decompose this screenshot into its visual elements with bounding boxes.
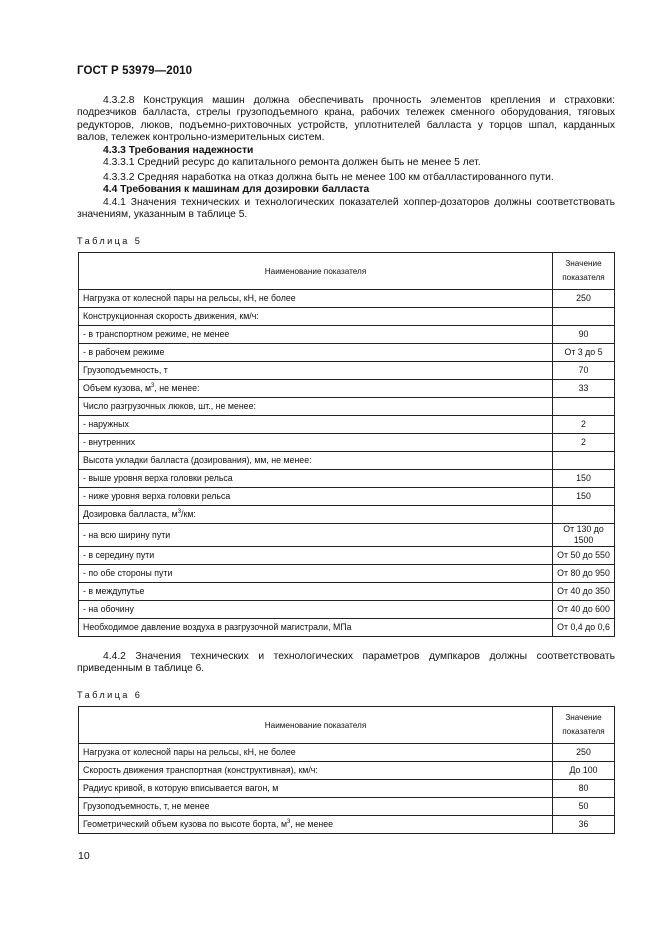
table-row	[79, 488, 615, 506]
row-value-cell: 250	[553, 290, 615, 308]
row-value-cell	[553, 398, 615, 416]
row-value-cell: От 40 до 600	[553, 601, 615, 619]
row-name-cell: Скорость движения транспортная (конструктивная), км/ч:	[79, 762, 553, 780]
row-name-cell: - по обе стороны пути	[79, 565, 553, 583]
table-row	[79, 583, 615, 601]
row-name-cell: - на всю ширину пути	[79, 524, 553, 547]
table-5	[78, 252, 615, 637]
row-name-cell: Высота укладки балласта (дозирования), мм, не менее:	[79, 452, 553, 470]
paragraph-4-4-2: 4.4.2 Значения технических и технологических параметров думпкаров должны соответствовать приведенным в таблице 6.	[77, 651, 615, 675]
table-row	[79, 398, 615, 416]
paragraph-4-3-3-1: 4.3.3.1 Средний ресурс до капитального ремонта должен быть не менее 5 лет.	[103, 157, 481, 168]
row-name-cell: - внутренних	[79, 434, 553, 452]
row-name-cell: Дозировка балласта, $м^3/км$:	[79, 506, 553, 524]
row-value-cell	[553, 308, 615, 326]
row-value-cell: До 100	[553, 762, 615, 780]
row-value-cell: 33	[553, 380, 615, 398]
row-name-cell: Конструкционная скорость движения, км/ч:	[79, 308, 553, 326]
row-value-cell: 50	[553, 798, 615, 816]
table-row	[79, 524, 615, 547]
row-value-cell: 2	[553, 434, 615, 452]
row-value-cell	[553, 506, 615, 524]
table6-header-name: Наименование показателя	[79, 707, 553, 744]
table-row	[79, 416, 615, 434]
row-value-cell: От 3 до 5	[553, 344, 615, 362]
row-name-cell: - в междупутье	[79, 583, 553, 601]
document-header: ГОСТ Р 53979—2010	[77, 65, 193, 77]
row-name-cell: Нагрузка от колесной пары на рельсы, кН, не более	[79, 290, 553, 308]
table-row	[79, 326, 615, 344]
table-row	[79, 452, 615, 470]
row-name-cell: Радиус кривой, в которую вписывается вагон, м	[79, 780, 553, 798]
heading-4-3-3: 4.3.3 Требования надежности	[103, 145, 254, 156]
table-row	[79, 362, 615, 380]
table-row	[79, 601, 615, 619]
row-value-cell: 250	[553, 744, 615, 762]
table-row	[79, 762, 615, 780]
paragraph-4-3-2-8: 4.3.2.8 Конструкция машин должна обеспечивать прочность элементов крепления и страховки: подрезчиков балласта, стрелы грузоподъемного крана, рабочих тележек сменного оборудования, тяговых редукторов, люков, подъемно-рихтовочных устройств, уплотнителей балласта у торцов шпал, карданных валов, тележек контрольно-измерительных систем.	[77, 95, 615, 144]
table-row	[79, 780, 615, 798]
table-row	[79, 816, 615, 834]
table-row	[79, 744, 615, 762]
row-value-cell: 150	[553, 488, 615, 506]
row-value-cell: От 0,4 до 0,6	[553, 619, 615, 637]
row-name-cell: Грузоподъемность, т, не менее	[79, 798, 553, 816]
table5-caption: Таблица 5	[77, 236, 143, 246]
row-name-cell: Число разгрузочных люков, шт., не менее:	[79, 398, 553, 416]
table-row	[79, 506, 615, 524]
row-value-cell: От 80 до 950	[553, 565, 615, 583]
row-name-cell: - в середину пути	[79, 547, 553, 565]
paragraph-4-3-3-2: 4.3.3.2 Средняя наработка на отказ должна быть не менее 100 км отбалластированного пути.	[103, 172, 554, 183]
heading-4-4: 4.4 Требования к машинам для дозировки балласта	[103, 184, 370, 195]
table5-header-name: Наименование показателя	[79, 253, 553, 290]
table-row	[79, 308, 615, 326]
table-row	[79, 290, 615, 308]
row-name-cell: Грузоподъемность, т	[79, 362, 553, 380]
row-value-cell: От 130 до 1500	[553, 524, 615, 547]
row-value-cell: От 40 до 350	[553, 583, 615, 601]
table5-header-value: Значение показателя	[553, 253, 615, 290]
row-value-cell: 2	[553, 416, 615, 434]
table-row	[79, 798, 615, 816]
page-number: 10	[78, 850, 90, 862]
table-row	[79, 619, 615, 637]
table-row	[79, 434, 615, 452]
row-name-cell: - в рабочем режиме	[79, 344, 553, 362]
row-name-cell: Необходимое давление воздуха в разгрузочной магистрали, МПа	[79, 619, 553, 637]
table-row	[79, 470, 615, 488]
row-value-cell: 36	[553, 816, 615, 834]
table-row	[79, 380, 615, 398]
table-row	[79, 547, 615, 565]
row-name-cell: - ниже уровня верха головки рельса	[79, 488, 553, 506]
row-value-cell: От 50 до 550	[553, 547, 615, 565]
row-name-cell: - на обочину	[79, 601, 553, 619]
row-name-cell: Объем кузова, $м^3$, не менее:	[79, 380, 553, 398]
row-name-cell: - в транспортном режиме, не менее	[79, 326, 553, 344]
table-row	[79, 565, 615, 583]
row-value-cell: 70	[553, 362, 615, 380]
row-value-cell: 80	[553, 780, 615, 798]
table6-header-value: Значение показателя	[553, 707, 615, 744]
paragraph-4-4-1: 4.4.1 Значения технических и технологических показателей хоппер-дозаторов должны соответствовать значениям, указанным в таблице 5.	[77, 197, 615, 221]
table6-caption: Таблица 6	[77, 690, 143, 700]
row-name-cell: Нагрузка от колесной пары на рельсы, кН, не более	[79, 744, 553, 762]
table-row	[79, 344, 615, 362]
row-value-cell	[553, 452, 615, 470]
row-name-cell: - наружных	[79, 416, 553, 434]
row-value-cell: 90	[553, 326, 615, 344]
row-name-cell: - выше уровня верха головки рельса	[79, 470, 553, 488]
row-name-cell: Геометрический объем кузова по высоте борта, $м^3$, не менее	[79, 816, 553, 834]
table-6	[78, 706, 615, 834]
row-value-cell: 150	[553, 470, 615, 488]
